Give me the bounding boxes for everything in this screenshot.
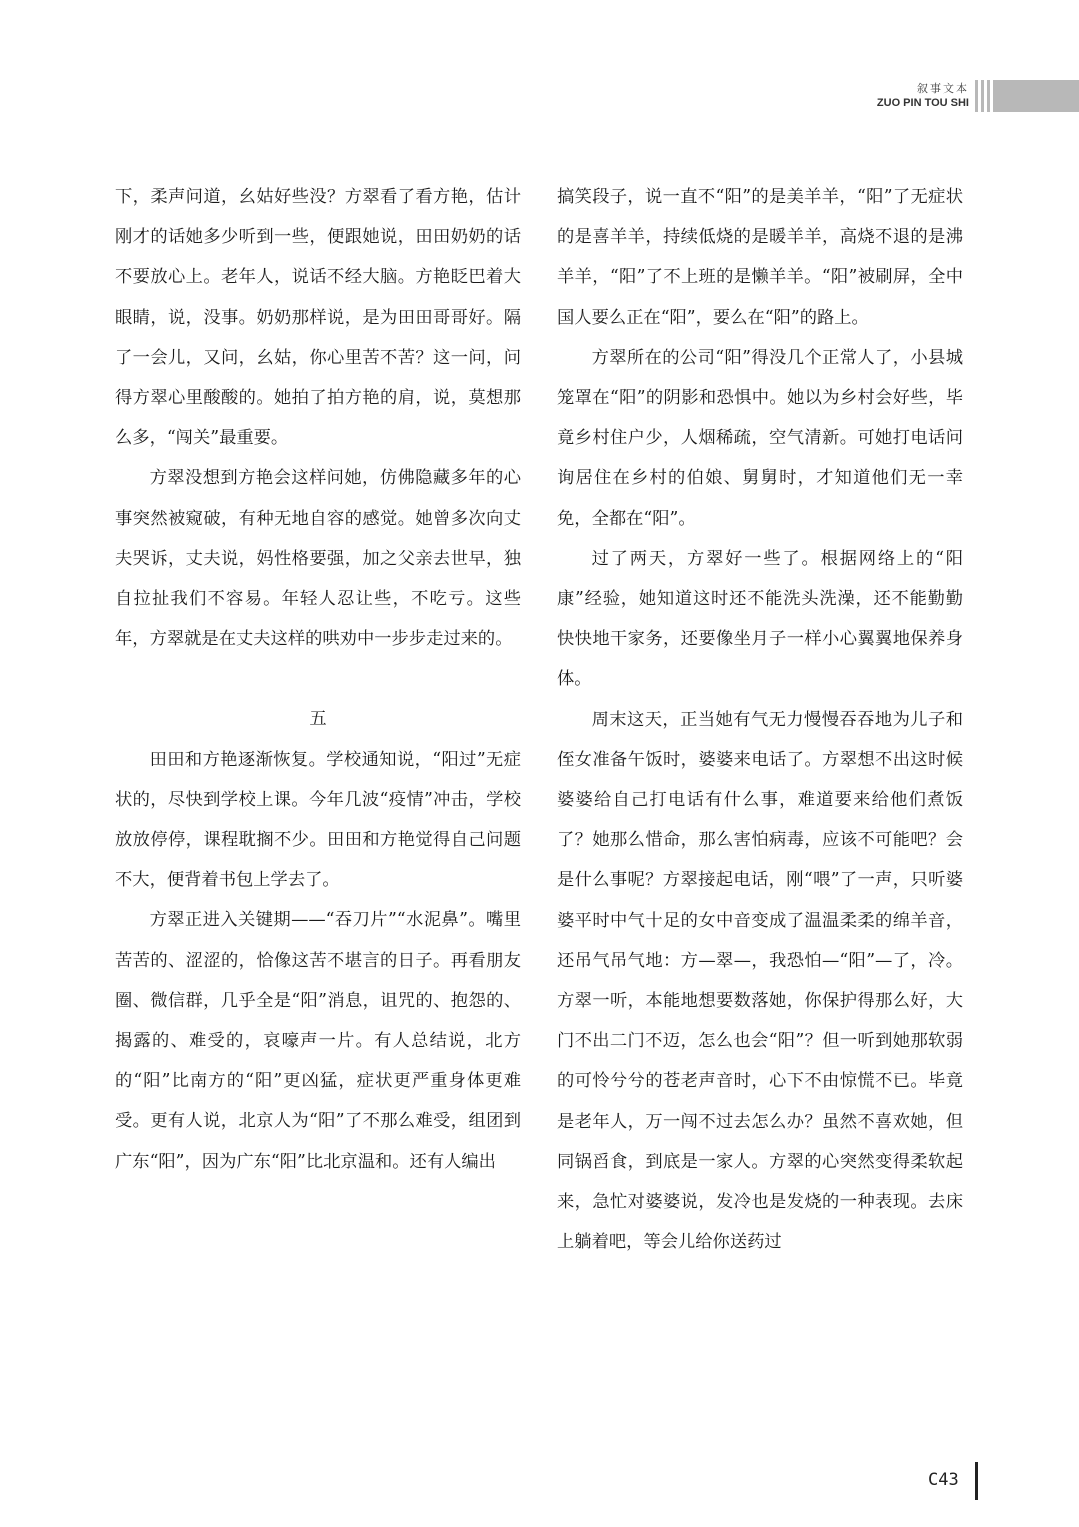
footer-rule <box>975 1462 978 1500</box>
paragraph: 田田和方艳逐渐恢复。学校通知说，“阳过”无症状的，尽快到学校上课。今年几波“疫情”冲击，学校放放停停，课程耽搁不少。田田和方艳觉得自己问题不大，便背着书包上学去了。 <box>115 749 521 891</box>
paragraph: 方翠没想到方艳会这样问她，仿佛隐藏多年的心事突然被窥破，有种无地自容的感觉。她曾多次向丈夫哭诉，丈夫说，妈性格要强，加之父亲去世早，独自拉扯我们不容易。年轻人忍让些，不吃亏。这些年，方翠就是在丈夫这样的哄劝中一步步走过来的。 <box>115 468 521 650</box>
paragraph: 方翠正进入关键期——“吞刀片”“水泥鼻”。嘴里苦苦的、涩涩的，恰像这苦不堪言的日子。再看朋友圈、微信群，几乎全是“阳”消息，诅咒的、抱怨的、揭露的、难受的，哀嚎声一片。有人总结说，北方的“阳”比南方的“阳”更凶猛，症状更严重身体更难受。更有人说，北京人为“阳”了不那么难受，组团到广东“阳”，因为广东“阳”比北京温和。还有人编出 <box>115 910 521 1172</box>
paragraph: 过了两天，方翠好一些了。根据网络上的“阳康”经验，她知道这时还不能洗头洗澡，还不能勤勤快快地干家务，还要像坐月子一样小心翼翼地保养身体。 <box>557 548 963 690</box>
right-column <box>557 177 963 1262</box>
page-number: C43 <box>928 1470 959 1490</box>
header-text <box>877 80 975 112</box>
paragraph: 方翠所在的公司“阳”得没几个正常人了，小县城笼罩在“阳”的阴影和恐惧中。她以为乡村会好些，毕竟乡村住户少，人烟稀疏，空气清新。可她打电话问询居住在乡村的伯娘、舅舅时，才知道他们无一幸免，全都在“阳”。 <box>557 347 963 529</box>
header-stripe <box>987 80 990 112</box>
paragraph: 搞笑段子，说一直不“阳”的是美羊羊，“阳”了无症状的是喜羊羊，持续低烧的是暖羊羊，高烧不退的是沸羊羊，“阳”了不上班的是懒羊羊。“阳”被刷屏，全中国人要么正在“阳”，要么在“阳”的路上。 <box>557 187 963 328</box>
header-block <box>993 80 1079 112</box>
paragraph: 下，柔声问道，幺姑好些没？方翠看了看方艳，估计刚才的话她多少听到一些，便跟她说，田田奶奶的话不要放心上。老年人，说话不经大脑。方艳眨巴着大眼睛，说，没事。奶奶那样说，是为田田哥哥好。隔了一会儿，又问，幺姑，你心里苦不苦？这一问，问得方翠心里酸酸的。她拍了拍方艳的肩，说，莫想那么多，“闯关”最重要。 <box>115 187 521 449</box>
header-stripe <box>975 80 978 112</box>
left-column <box>115 177 521 1182</box>
section-title-cn: 叙事文本 <box>917 82 969 95</box>
header-stripe <box>981 80 984 112</box>
running-header <box>877 80 1079 112</box>
section-heading: 五 <box>309 709 327 730</box>
section-title-en: ZUO PIN TOU SHI <box>876 97 969 109</box>
header-decoration <box>975 80 1079 112</box>
paragraph: 周末这天，正当她有气无力慢慢吞吞地为儿子和侄女准备午饭时，婆婆来电话了。方翠想不出这时候婆婆给自己打电话有什么事，难道要来给他们煮饭了？她那么惜命，那么害怕病毒，应该不可能吧？会是什么事呢？方翠接起电话，刚“喂”了一声，只听婆婆平时中气十足的女中音变成了温温柔柔的绵羊音，还吊气吊气地：方—翠—，我恐怕—“阳”—了，冷。方翠一听，本能地想要数落她，你保护得那么好，大门不出二门不迈，怎么也会“阳”？但一听到她那软弱的可怜兮兮的苍老声音时，心下不由惊慌不已。毕竟是老年人，万一闯不过去怎么办？虽然不喜欢她，但同锅舀食，到底是一家人。方翠的心突然变得柔软起来，急忙对婆婆说，发冷也是发烧的一种表现。去床上躺着吧，等会儿给你送药过 <box>557 709 963 1253</box>
